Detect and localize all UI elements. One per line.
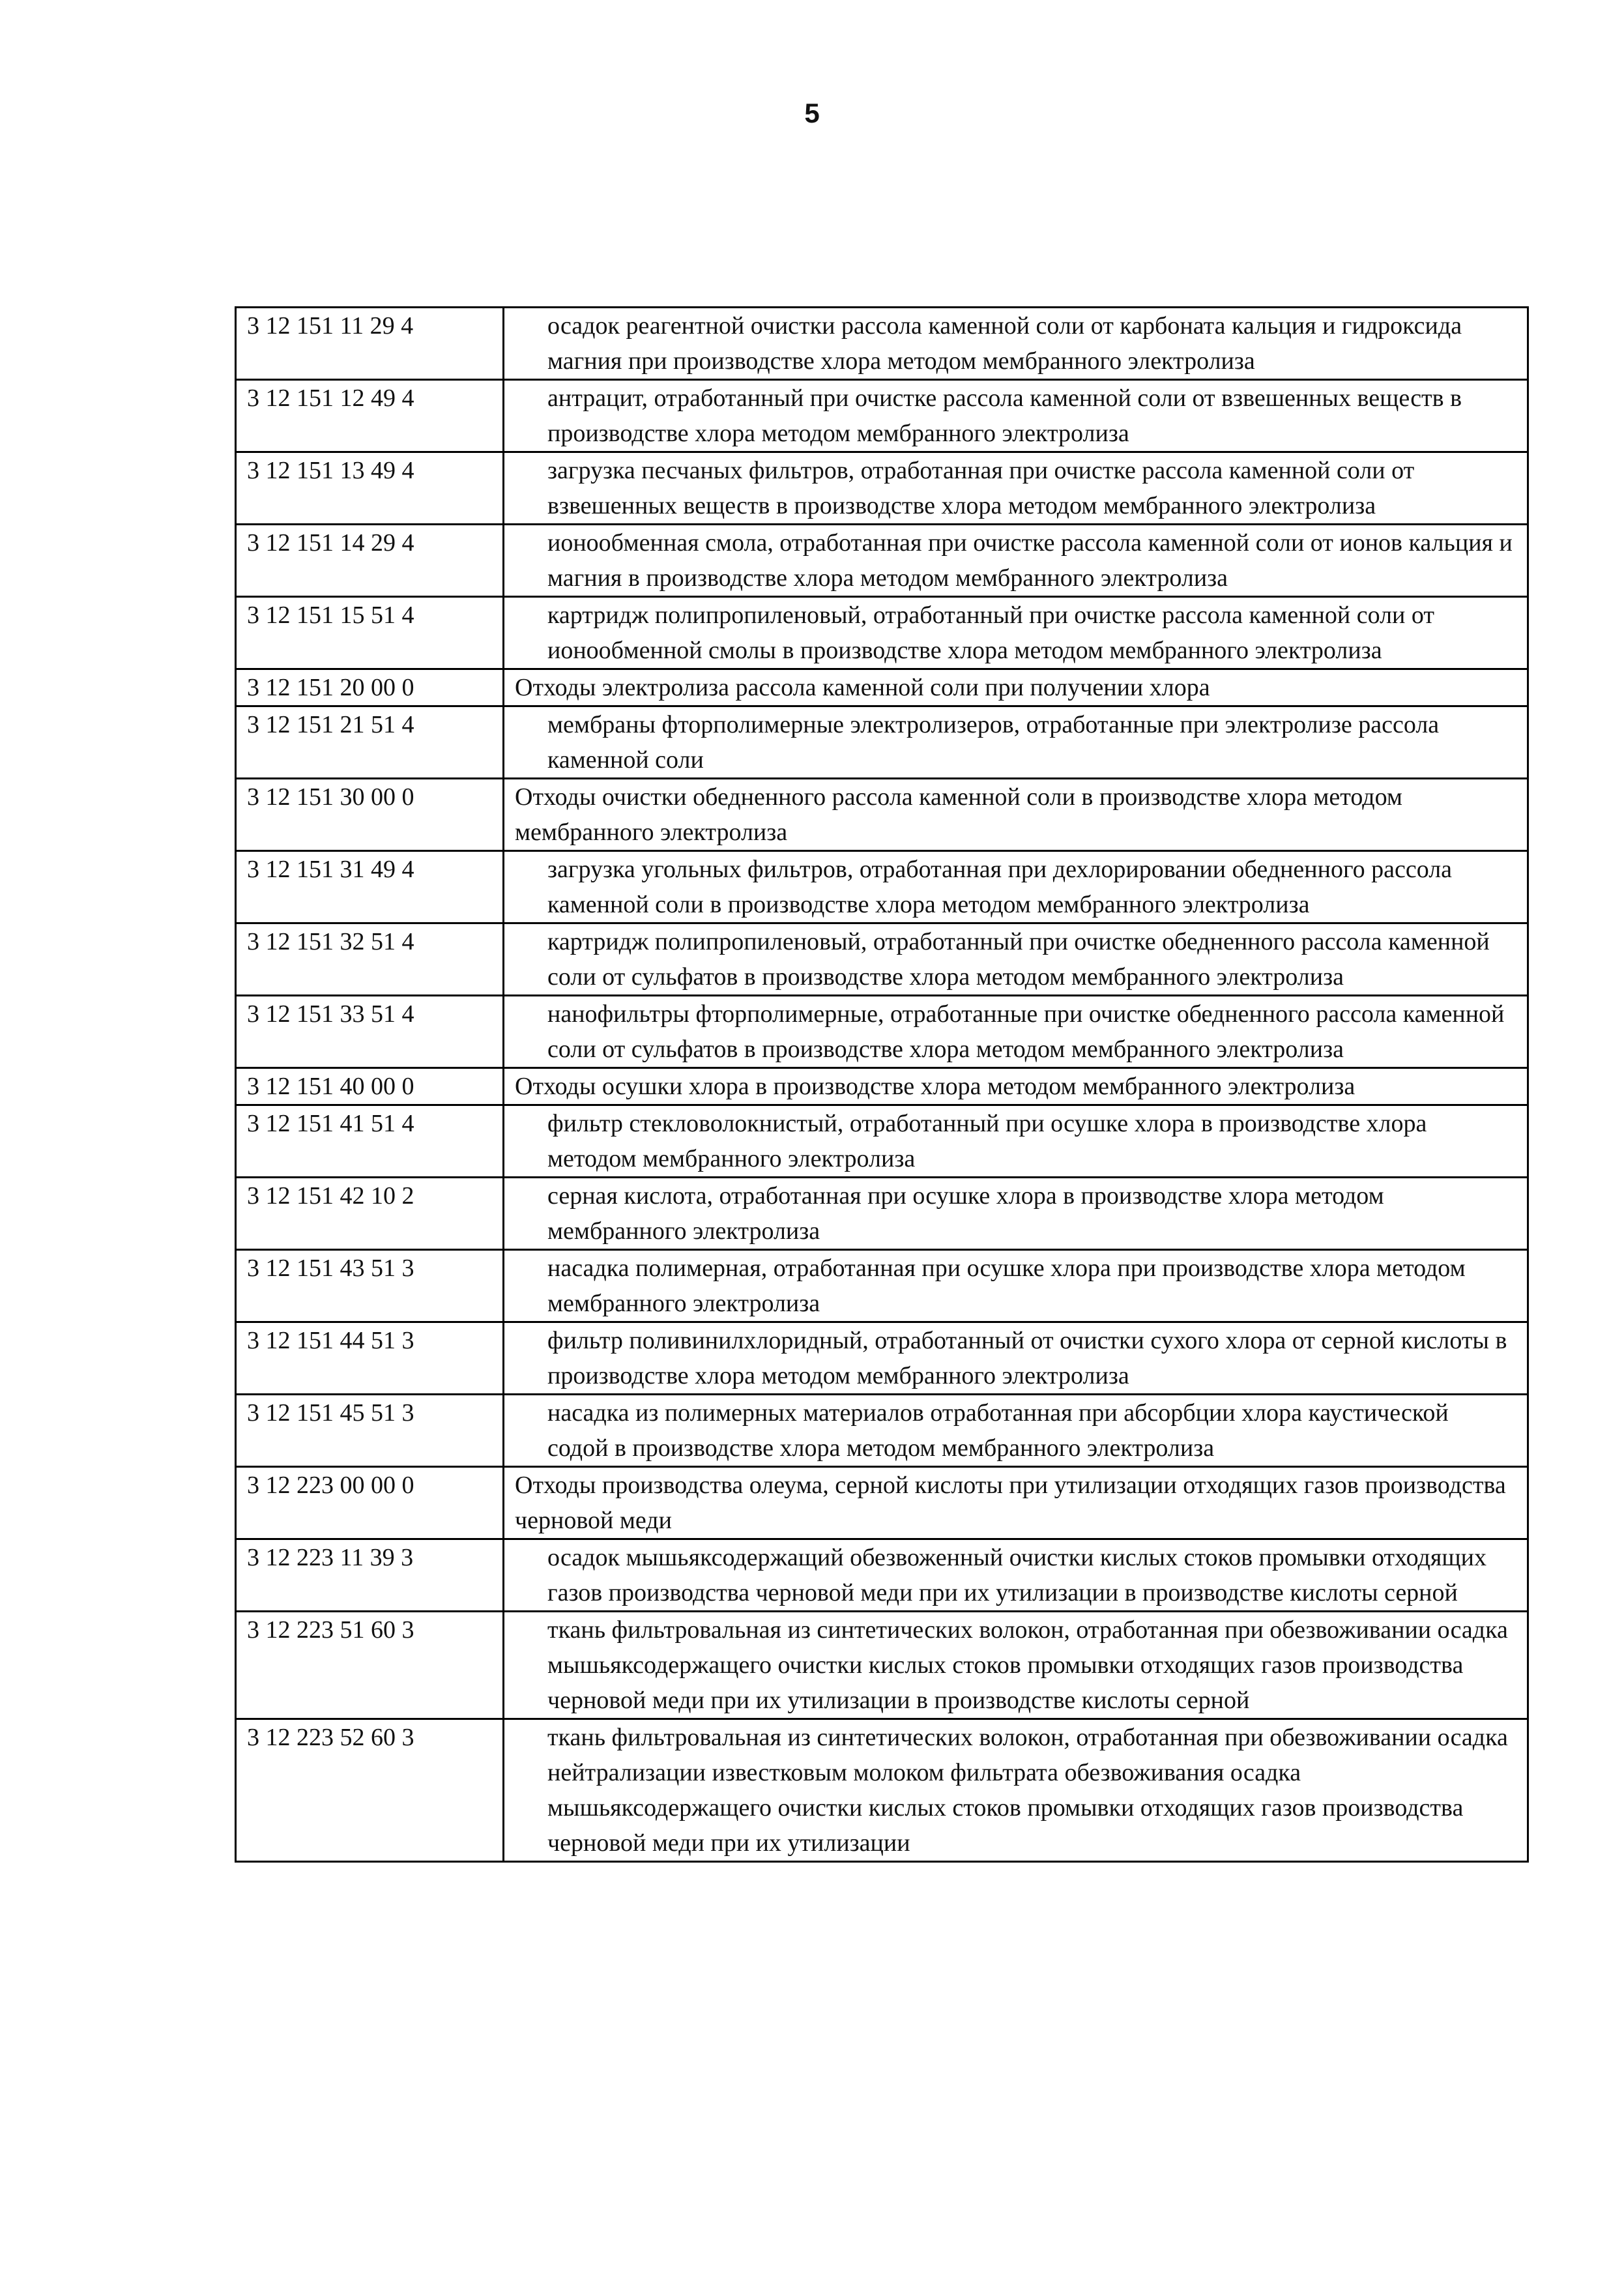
table-row [236, 1178, 1528, 1250]
waste-description: ткань фильтровальная из синтетических волокон, отработанная при обезвоживании осадка нейтрализации известковым молоком фильтрата обезвоживания осадка мышьяксодержащего очистки кислых стоков промывки отходящих газов производства черновой меди при их утилизации [504, 1719, 1528, 1862]
waste-description: осадок мышьяксодержащий обезвоженный очистки кислых стоков промывки отходящих газов производства черновой меди при их утилизации в производстве кислоты серной [504, 1539, 1528, 1612]
table-row [236, 1719, 1528, 1862]
table-row [236, 1612, 1528, 1719]
table-row [236, 1467, 1528, 1539]
table-row [236, 1068, 1528, 1105]
waste-code: 3 12 151 13 49 4 [236, 452, 504, 525]
waste-description: фильтр стекловолокнистый, отработанный при осушке хлора в производстве хлора методом мембранного электролиза [504, 1105, 1528, 1178]
table-row [236, 851, 1528, 923]
waste-description: картридж полипропиленовый, отработанный при очистке рассола каменной соли от ионообменной смолы в производстве хлора методом мембранного электролиза [504, 597, 1528, 669]
waste-code: 3 12 151 31 49 4 [236, 851, 504, 923]
waste-code: 3 12 151 14 29 4 [236, 525, 504, 597]
table-row [236, 1250, 1528, 1322]
table-row [236, 1322, 1528, 1395]
waste-code-table [235, 306, 1529, 1863]
waste-description: нанофильтры фторполимерные, отработанные при очистке обедненного рассола каменной соли от сульфатов в производстве хлора методом мембранного электролиза [504, 996, 1528, 1068]
waste-description: серная кислота, отработанная при осушке хлора в производстве хлора методом мембранного электролиза [504, 1178, 1528, 1250]
group-description: Отходы электролиза рассола каменной соли при получении хлора [504, 669, 1528, 706]
page-number: 5 [804, 98, 820, 128]
waste-description: насадка из полимерных материалов отработанная при абсорбции хлора каустической содой в производстве хлора методом мембранного электролиза [504, 1395, 1528, 1467]
table-row [236, 1395, 1528, 1467]
waste-code: 3 12 151 20 00 0 [236, 669, 504, 706]
table-row [236, 706, 1528, 779]
waste-description: ткань фильтровальная из синтетических волокон, отработанная при обезвоживании осадка мышьяксодержащего очистки кислых стоков промывки отходящих газов производства черновой меди при их утилизации в производстве кислоты серной [504, 1612, 1528, 1719]
waste-description: загрузка угольных фильтров, отработанная при дехлорировании обедненного рассола каменной соли в производстве хлора методом мембранного электролиза [504, 851, 1528, 923]
waste-code: 3 12 151 15 51 4 [236, 597, 504, 669]
waste-code: 3 12 151 45 51 3 [236, 1395, 504, 1467]
group-description: Отходы очистки обедненного рассола каменной соли в производстве хлора методом мембранного электролиза [504, 779, 1528, 851]
waste-code: 3 12 223 11 39 3 [236, 1539, 504, 1612]
waste-code: 3 12 151 40 00 0 [236, 1068, 504, 1105]
table-row [236, 452, 1528, 525]
waste-description: картридж полипропиленовый, отработанный при очистке обедненного рассола каменной соли от сульфатов в производстве хлора методом мембранного электролиза [504, 923, 1528, 996]
table-row [236, 669, 1528, 706]
group-description: Отходы осушки хлора в производстве хлора методом мембранного электролиза [504, 1068, 1528, 1105]
waste-code: 3 12 151 44 51 3 [236, 1322, 504, 1395]
table-row [236, 525, 1528, 597]
table-row [236, 597, 1528, 669]
waste-description: фильтр поливинилхлоридный, отработанный от очистки сухого хлора от серной кислоты в производстве хлора методом мембранного электролиза [504, 1322, 1528, 1395]
table-row [236, 996, 1528, 1068]
waste-code: 3 12 151 43 51 3 [236, 1250, 504, 1322]
waste-description: антрацит, отработанный при очистке рассола каменной соли от взвешенных веществ в производстве хлора методом мембранного электролиза [504, 380, 1528, 452]
waste-code: 3 12 223 00 00 0 [236, 1467, 504, 1539]
table-row [236, 779, 1528, 851]
waste-code: 3 12 151 30 00 0 [236, 779, 504, 851]
table-row [236, 923, 1528, 996]
waste-description: осадок реагентной очистки рассола каменной соли от карбоната кальция и гидроксида магния при производстве хлора методом мембранного электролиза [504, 308, 1528, 380]
waste-description: загрузка песчаных фильтров, отработанная при очистке рассола каменной соли от взвешенных веществ в производстве хлора методом мембранного электролиза [504, 452, 1528, 525]
waste-description: мембраны фторполимерные электролизеров, отработанные при электролизе рассола каменной соли [504, 706, 1528, 779]
waste-description: ионообменная смола, отработанная при очистке рассола каменной соли от ионов кальция и магния в производстве хлора методом мембранного электролиза [504, 525, 1528, 597]
waste-code: 3 12 151 42 10 2 [236, 1178, 504, 1250]
waste-code: 3 12 151 33 51 4 [236, 996, 504, 1068]
waste-code: 3 12 223 51 60 3 [236, 1612, 504, 1719]
waste-code: 3 12 151 41 51 4 [236, 1105, 504, 1178]
table-row [236, 1539, 1528, 1612]
table-body [236, 308, 1528, 1862]
group-description: Отходы производства олеума, серной кислоты при утилизации отходящих газов производства черновой меди [504, 1467, 1528, 1539]
table-row [236, 308, 1528, 380]
waste-code: 3 12 151 21 51 4 [236, 706, 504, 779]
waste-code: 3 12 223 52 60 3 [236, 1719, 504, 1862]
table-row [236, 1105, 1528, 1178]
waste-code: 3 12 151 32 51 4 [236, 923, 504, 996]
waste-code: 3 12 151 12 49 4 [236, 380, 504, 452]
table-row [236, 380, 1528, 452]
waste-code: 3 12 151 11 29 4 [236, 308, 504, 380]
waste-description: насадка полимерная, отработанная при осушке хлора при производстве хлора методом мембранного электролиза [504, 1250, 1528, 1322]
